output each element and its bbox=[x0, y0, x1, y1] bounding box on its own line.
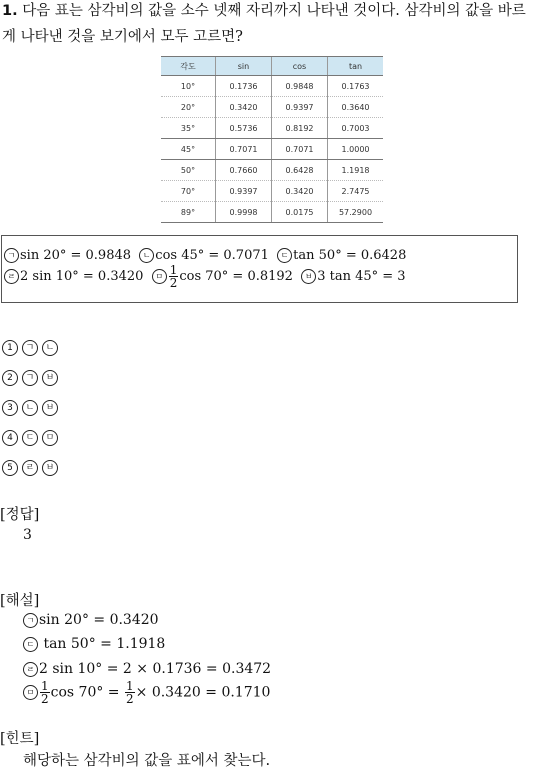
table-cell: 57.2900 bbox=[328, 202, 384, 223]
fraction: $\frac{1}{2}$ bbox=[169, 263, 178, 290]
marker-circle: ㄹ bbox=[23, 662, 38, 677]
question-text bbox=[2, 0, 532, 50]
marker-circle: ㄱ bbox=[22, 340, 38, 356]
hint-text: 해당하는 삼각비의 값을 표에서 찾는다. bbox=[23, 753, 271, 769]
table-row bbox=[161, 97, 383, 118]
table-cell: 1.0000 bbox=[328, 139, 384, 160]
fraction: $\frac{1}{2}$ bbox=[126, 679, 134, 706]
table-header: cos bbox=[272, 57, 328, 76]
option-4[interactable] bbox=[2, 430, 62, 446]
marker-circle: ㄴ bbox=[42, 340, 58, 356]
statement-line-1 bbox=[4, 248, 406, 263]
option-number: 1 bbox=[2, 340, 18, 356]
table-cell: 35° bbox=[161, 118, 216, 139]
table-row bbox=[161, 118, 383, 139]
marker-circle: ㅁ bbox=[23, 685, 38, 700]
table-row bbox=[161, 202, 383, 223]
option-number: 5 bbox=[2, 460, 18, 476]
explanation-line-2: ㄷ tan 50° = 1.1918 bbox=[23, 636, 165, 652]
table-cell: 0.7003 bbox=[328, 118, 384, 139]
option-number: 2 bbox=[2, 370, 18, 386]
table-header-row bbox=[161, 57, 383, 76]
table-cell: 0.9397 bbox=[272, 97, 328, 118]
table-cell: 0.0175 bbox=[272, 202, 328, 223]
table-cell: 20° bbox=[161, 97, 216, 118]
question-number: 1. bbox=[2, 3, 18, 19]
statement: tan 50° = 0.6428 bbox=[293, 248, 407, 263]
table-cell: 0.3640 bbox=[328, 97, 384, 118]
marker-circle: ㄹ bbox=[22, 460, 38, 476]
marker-circle: ㅁ bbox=[152, 269, 167, 284]
option-1[interactable] bbox=[2, 340, 62, 356]
table-cell: 0.7660 bbox=[216, 160, 272, 181]
statement: 3 tan 45° = 3 bbox=[317, 269, 406, 284]
marker-circle: ㄷ bbox=[23, 637, 38, 652]
explanation-line-1: ㄱ sin 20° = 0.3420 bbox=[23, 612, 159, 628]
table-cell: 89° bbox=[161, 202, 216, 223]
answer-label: [정답] bbox=[0, 507, 40, 523]
option-number: 4 bbox=[2, 430, 18, 446]
table-row bbox=[161, 139, 383, 160]
explanation-line-4: ㅁ $\frac{1}{2}$ cos 70° = $\frac{1}{2}$ × 0.3420 = 0.1710 bbox=[23, 680, 270, 705]
marker-circle: ㄷ bbox=[277, 248, 292, 263]
option-number: 3 bbox=[2, 400, 18, 416]
marker-circle: ㄴ bbox=[139, 248, 154, 263]
table-cell: 0.7071 bbox=[216, 139, 272, 160]
statement: cos 70° = 0.8192 bbox=[179, 269, 293, 284]
table-cell: 0.1763 bbox=[328, 76, 384, 97]
table-header: sin bbox=[216, 57, 272, 76]
marker-circle: ㄹ bbox=[4, 269, 19, 284]
marker-circle: ㄷ bbox=[22, 430, 38, 446]
hint-label: [힌트] bbox=[0, 731, 40, 747]
table-header: tan bbox=[328, 57, 384, 76]
explanation-label: [해설] bbox=[0, 593, 40, 609]
table-cell: 70° bbox=[161, 181, 216, 202]
marker-circle: ㅂ bbox=[42, 460, 58, 476]
trig-table bbox=[161, 56, 383, 223]
option-3[interactable] bbox=[2, 400, 62, 416]
statement: 2 sin 10° = 0.3420 bbox=[20, 269, 144, 284]
table-cell: 0.9397 bbox=[216, 181, 272, 202]
table-header: 각도 bbox=[161, 57, 216, 76]
answer-value: 3 bbox=[23, 527, 32, 543]
marker-circle: ㅂ bbox=[301, 269, 316, 284]
marker-circle: ㅂ bbox=[42, 370, 58, 386]
statement-line-2 bbox=[4, 264, 406, 289]
table-row bbox=[161, 160, 383, 181]
marker-circle: ㅂ bbox=[42, 400, 58, 416]
table-cell: 0.1736 bbox=[216, 76, 272, 97]
table-cell: 0.7071 bbox=[272, 139, 328, 160]
marker-circle: ㅁ bbox=[42, 430, 58, 446]
statement: sin 20° = 0.9848 bbox=[20, 248, 132, 263]
table-row bbox=[161, 181, 383, 202]
question-body: 다음 표는 삼각비의 값을 소수 넷째 자리까지 나타낸 것이다. 삼각비의 값을 바르게 나타낸 것을 보기에서 모두 고르면? bbox=[2, 3, 526, 45]
table-cell: 2.7475 bbox=[328, 181, 384, 202]
explanation-line-3: ㄹ 2 sin 10° = 2 × 0.1736 = 0.3472 bbox=[23, 661, 271, 677]
table-cell: 0.9848 bbox=[272, 76, 328, 97]
table-cell: 0.5736 bbox=[216, 118, 272, 139]
table-cell: 10° bbox=[161, 76, 216, 97]
table-row bbox=[161, 76, 383, 97]
statement: cos 45° = 0.7071 bbox=[155, 248, 269, 263]
option-2[interactable] bbox=[2, 370, 62, 386]
table-cell: 1.1918 bbox=[328, 160, 384, 181]
option-5[interactable] bbox=[2, 460, 62, 476]
table-cell: 50° bbox=[161, 160, 216, 181]
table-cell: 0.6428 bbox=[272, 160, 328, 181]
table-cell: 45° bbox=[161, 139, 216, 160]
marker-circle: ㄱ bbox=[23, 613, 38, 628]
marker-circle: ㄴ bbox=[22, 400, 38, 416]
marker-circle: ㄱ bbox=[4, 248, 19, 263]
fraction: $\frac{1}{2}$ bbox=[41, 679, 49, 706]
table-cell: 0.3420 bbox=[216, 97, 272, 118]
table-cell: 0.3420 bbox=[272, 181, 328, 202]
marker-circle: ㄱ bbox=[22, 370, 38, 386]
table-cell: 0.8192 bbox=[272, 118, 328, 139]
table-cell: 0.9998 bbox=[216, 202, 272, 223]
